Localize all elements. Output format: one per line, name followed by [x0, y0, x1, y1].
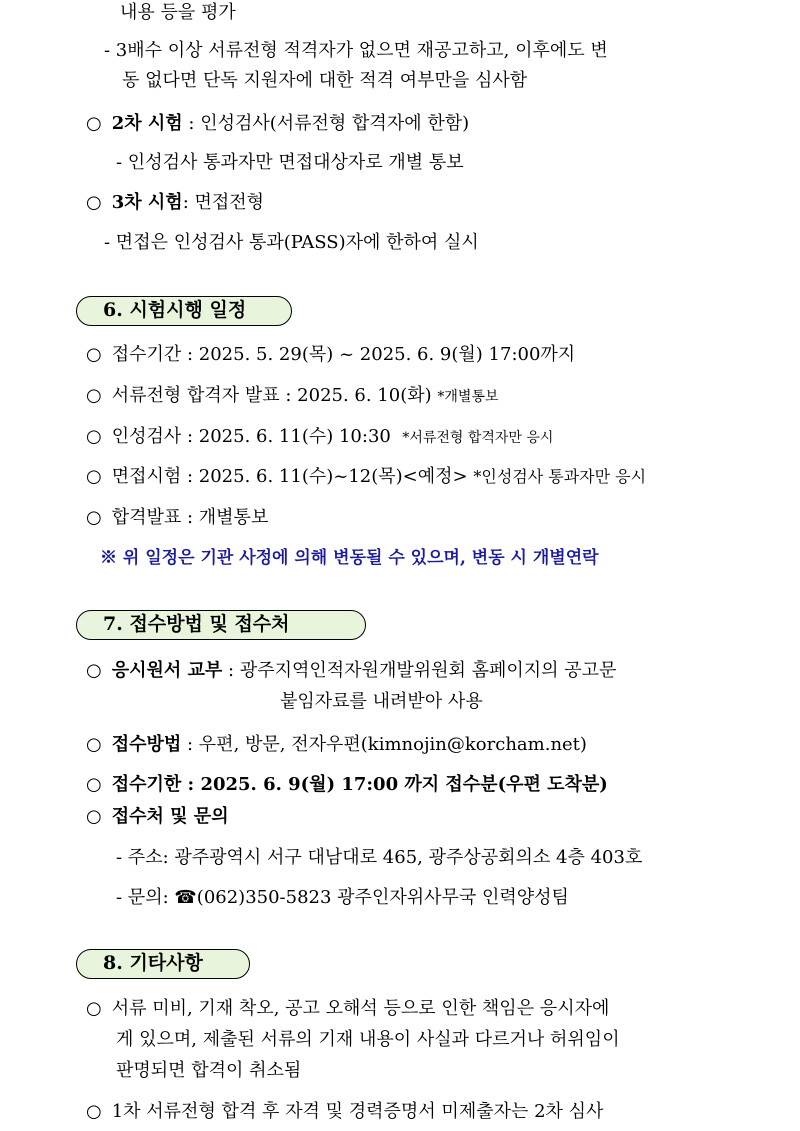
schedule-note: *개별통보 — [437, 389, 499, 405]
submission-method-text: : 우편, 방문, 전자우편(kimnojin@korcham.net) — [181, 734, 587, 755]
application-form-text: : 광주지역인적자원개발위원회 홈페이지의 공고문 — [222, 660, 617, 681]
submission-method-label: 접수방법 — [111, 734, 182, 755]
exam2-sub: - 인성검사 통과자만 면접대상자로 개별 통보 — [116, 152, 464, 173]
deadline-item — [86, 772, 608, 798]
schedule-item-3 — [86, 424, 553, 451]
contact-text: (062)350-5823 광주인자위사무국 인력양성팀 — [196, 887, 569, 908]
misc-item-1-cont2: 판명되면 합격이 취소됨 — [116, 1060, 302, 1081]
bullet-circle: ○ — [86, 113, 102, 134]
bullet-circle: ○ — [86, 1101, 102, 1122]
bullet-circle: ○ — [86, 734, 102, 755]
application-form-item — [86, 658, 616, 684]
bullet-circle: ○ — [86, 192, 102, 213]
contact-prefix: - 문의: — [116, 887, 175, 908]
schedule-text: 접수기간 : 2025. 5. 29(목) ~ 2025. 6. 9(월) 17:00까지 — [111, 344, 576, 365]
schedule-item-5 — [86, 505, 268, 531]
misc-text: 1차 서류전형 합격 후 자격 및 경력증명서 미제출자는 2차 심사 — [111, 1101, 604, 1122]
exam3-sub: - 면접은 인성검사 통과(PASS)자에 한하여 실시 — [104, 232, 479, 253]
section6-heading: 6. 시험시행 일정 — [76, 296, 292, 326]
section8-heading: 8. 기타사항 — [76, 949, 250, 979]
contact-line — [116, 885, 569, 911]
misc-item-1-cont: 게 있으며, 제출된 서류의 기재 내용이 사실과 다르거나 허위임이 — [116, 1029, 620, 1050]
misc-item-2 — [86, 1099, 603, 1125]
exam2-label: 2차 시험 — [111, 113, 183, 134]
application-form-cont: 붙임자료를 내려받아 사용 — [280, 691, 483, 712]
schedule-text: 면접시험 : 2025. 6. 11(수)~12(목)<예정> — [111, 466, 468, 487]
deadline-text: 접수기한 : 2025. 6. 9(월) 17:00 까지 접수분(우편 도착분) — [111, 774, 608, 795]
schedule-note: *서류전형 합격자만 응시 — [402, 430, 554, 446]
exam3-text: : 면접전형 — [182, 192, 265, 213]
schedule-text: 인성검사 : 2025. 6. 11(수) 10:30 — [111, 426, 391, 447]
schedule-text: 서류전형 합격자 발표 : 2025. 6. 10(화) — [111, 385, 432, 406]
bullet-circle: ○ — [86, 806, 102, 827]
reannounce-line: - 3배수 이상 서류전형 적격자가 없으면 재공고하고, 이후에도 변 — [104, 40, 608, 61]
bullet-circle: ○ — [86, 774, 102, 795]
submission-method-item — [86, 732, 587, 758]
schedule-note: *인성검사 통과자만 응시 — [473, 467, 647, 486]
schedule-item-2 — [86, 383, 499, 410]
reannounce-line-cont: 동 없다면 단독 지원자에 대한 적격 여부만을 심사함 — [122, 70, 528, 91]
schedule-item-1 — [86, 342, 575, 368]
exam3-item — [86, 190, 264, 216]
bullet-circle: ○ — [86, 998, 102, 1019]
misc-item-1 — [86, 996, 609, 1022]
exam2-item — [86, 111, 469, 137]
bullet-circle: ○ — [86, 466, 102, 487]
bullet-circle: ○ — [86, 344, 102, 365]
schedule-text: 합격발표 : 개별통보 — [111, 507, 269, 528]
exam2-text: : 인성검사(서류전형 합격자에 한함) — [182, 113, 470, 134]
bullet-circle: ○ — [86, 660, 102, 681]
section7-heading: 7. 접수방법 및 접수처 — [76, 610, 366, 640]
contact-item — [86, 804, 229, 830]
schedule-notice: ※ 위 일정은 기관 사정에 의해 변동될 수 있으며, 변동 시 개별연락 — [100, 548, 599, 568]
misc-text: 서류 미비, 기재 착오, 공고 오해석 등으로 인한 책임은 응시자에 — [111, 998, 610, 1019]
bullet-circle: ○ — [86, 426, 102, 447]
phone-icon: ☎ — [174, 887, 197, 908]
exam3-label: 3차 시험 — [111, 192, 183, 213]
contact-heading: 접수처 및 문의 — [111, 806, 229, 827]
schedule-item-4 — [86, 464, 646, 490]
bullet-circle: ○ — [86, 385, 102, 406]
address-line: - 주소: 광주광역시 서구 대남대로 465, 광주상공회의소 4층 403호 — [116, 847, 643, 868]
eval-line: 내용 등을 평가 — [120, 2, 236, 23]
bullet-circle: ○ — [86, 507, 102, 528]
application-form-label: 응시원서 교부 — [111, 660, 223, 681]
